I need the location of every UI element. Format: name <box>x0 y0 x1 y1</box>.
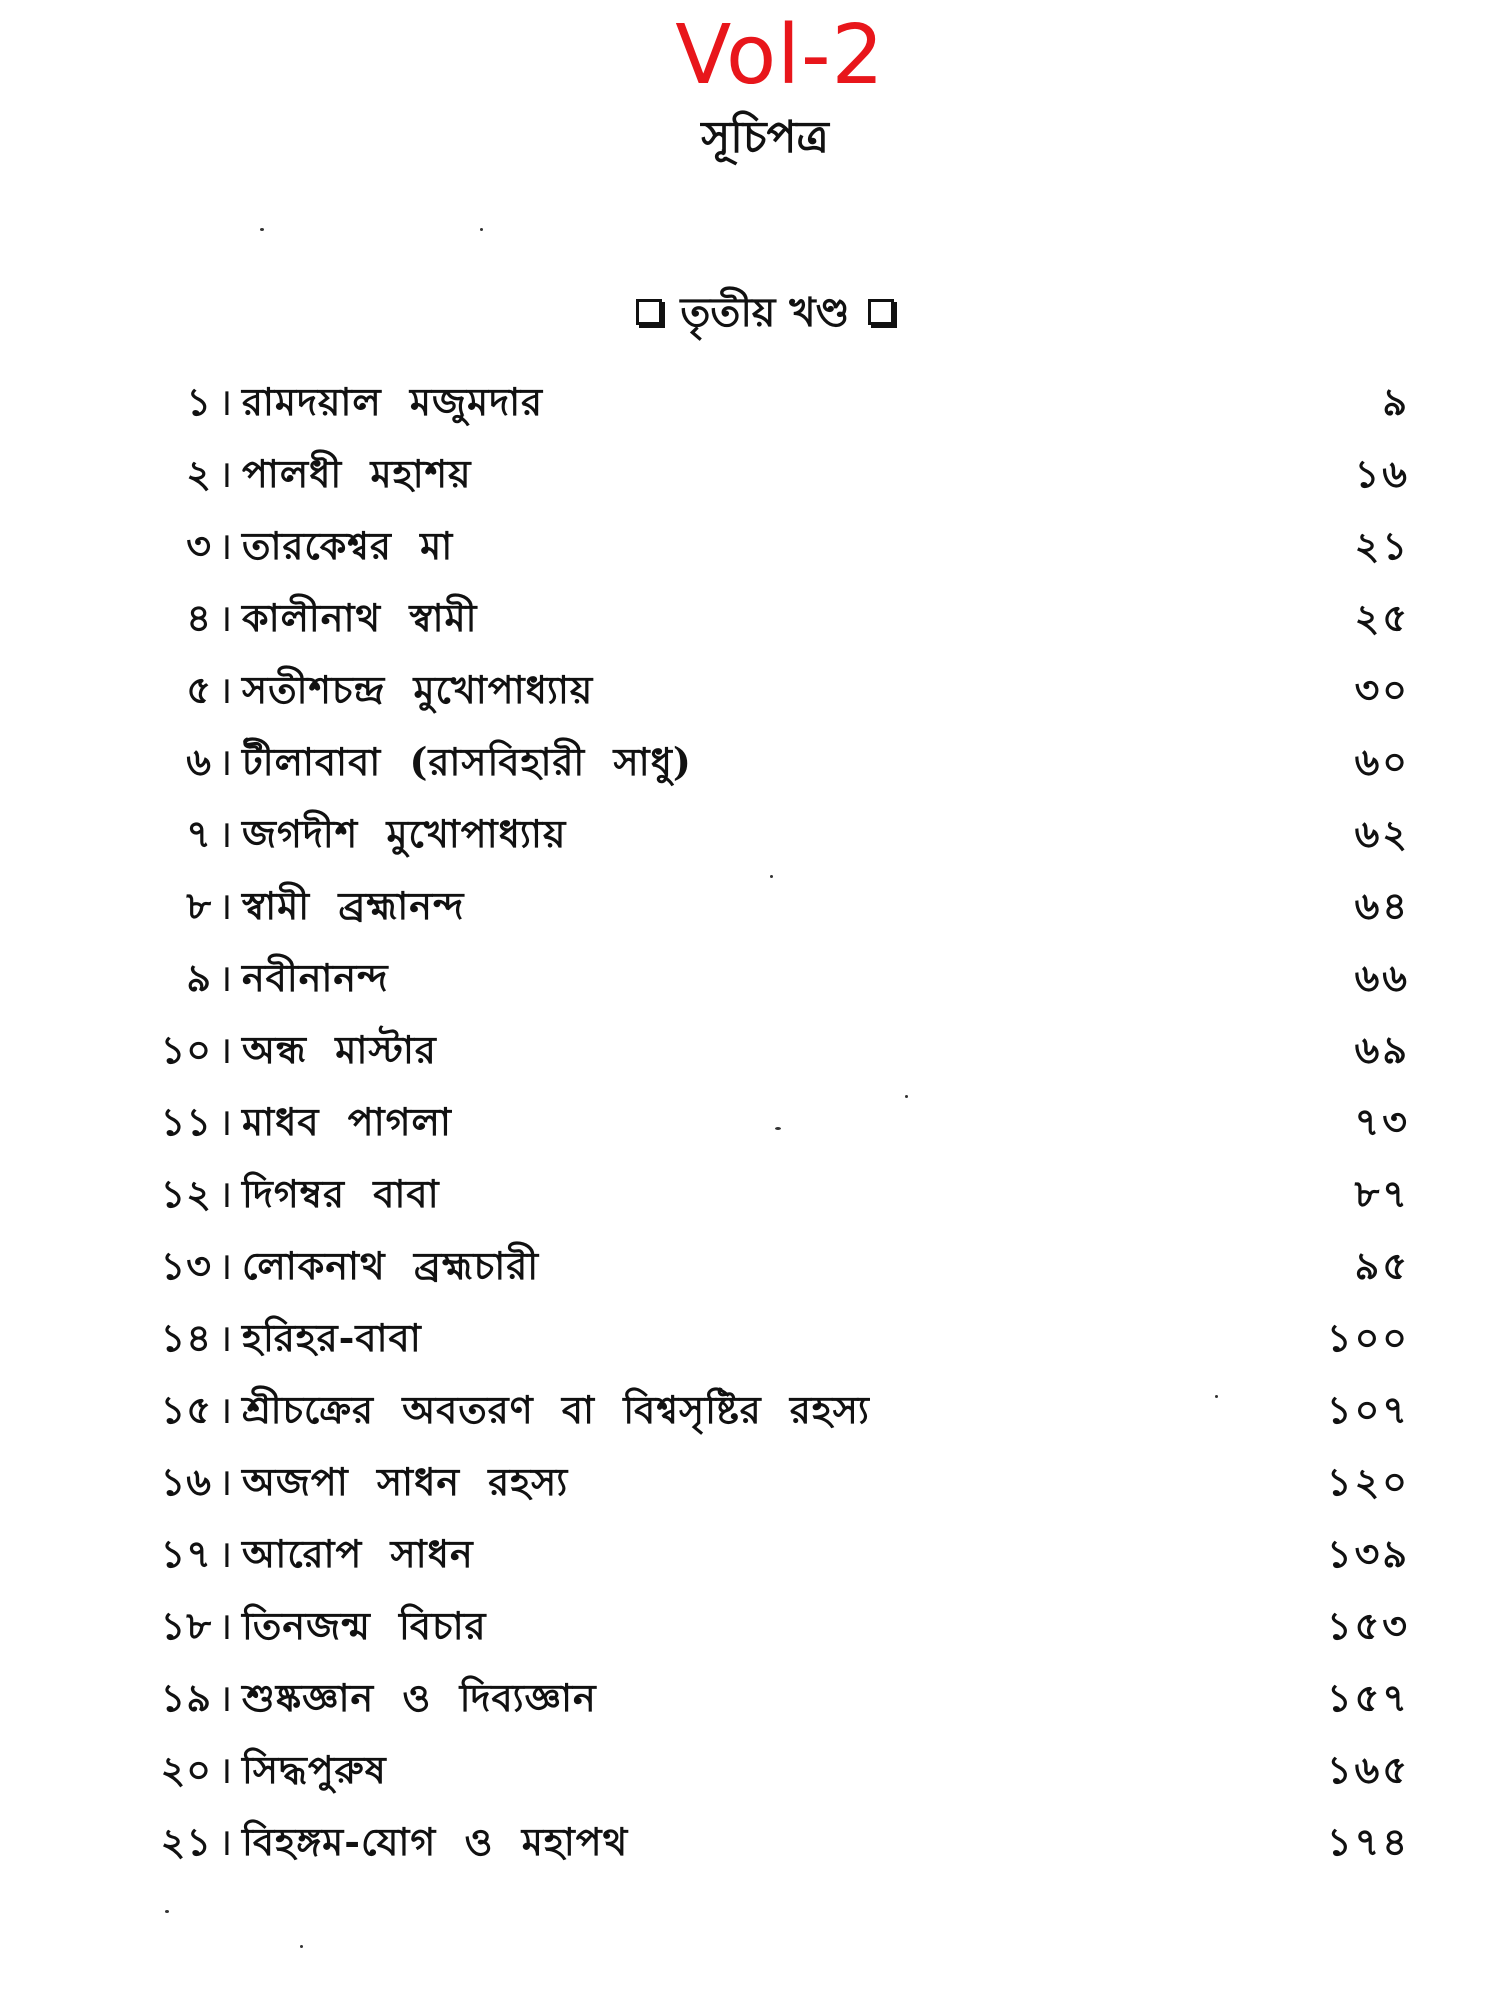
toc-entry-separator: । <box>218 956 234 1000</box>
toc-entry-title: পালধী মহাশয় <box>242 451 472 496</box>
toc-entry <box>60 942 1410 1014</box>
toc-entry-title: সিদ্ধপুরুষ <box>242 1747 387 1792</box>
scan-speck <box>1215 1395 1218 1398</box>
toc-entry-separator: । <box>218 740 234 784</box>
toc-entry-number: ৮ <box>186 883 212 928</box>
toc-entry-page: ৬২ <box>1354 811 1410 856</box>
toc-entry-number: ৬ <box>186 739 212 784</box>
toc-entry <box>60 1518 1410 1590</box>
toc-entry-number: ১৪ <box>160 1315 212 1360</box>
toc-entry-number: ১২ <box>160 1171 212 1216</box>
toc-entry-page: ১০০ <box>1326 1315 1410 1360</box>
toc-entry-separator: । <box>218 596 234 640</box>
toc-entry-number: ৯ <box>186 955 212 1000</box>
toc-entry-title: মাধব পাগলা <box>242 1099 452 1144</box>
toc-entry <box>60 438 1410 510</box>
toc-entry-separator: । <box>218 1316 234 1360</box>
toc-entry <box>60 654 1410 726</box>
toc-entry <box>60 1302 1410 1374</box>
toc-entry-separator: । <box>218 1028 234 1072</box>
toc-entry-number: ১ <box>186 379 212 424</box>
section-heading <box>0 285 1500 341</box>
toc-entry-page: ৬০ <box>1354 739 1410 784</box>
toc-entry <box>60 726 1410 798</box>
toc-entry-title: অন্ধ মাস্টার <box>242 1027 437 1072</box>
toc-entry <box>60 1230 1410 1302</box>
toc-entry-number: ২০ <box>160 1747 212 1792</box>
toc-entry-title: আরোপ সাধন <box>242 1531 474 1576</box>
toc-entry-number: ৫ <box>186 667 212 712</box>
toc-entry <box>60 1014 1410 1086</box>
toc-entry <box>60 1086 1410 1158</box>
volume-label: Vol-2 <box>675 8 885 103</box>
toc-entry-page: ১৬৫ <box>1326 1747 1410 1792</box>
toc-entry-number: ৪ <box>186 595 212 640</box>
toc-entry-title: কালীনাথ স্বামী <box>242 595 478 640</box>
toc-entry-page: ৬৬ <box>1354 955 1410 1000</box>
toc-entry-page: ১২০ <box>1326 1459 1410 1504</box>
toc-entry-number: ১৬ <box>160 1459 212 1504</box>
toc-entry-page: ৩০ <box>1354 667 1410 712</box>
section-title: তৃতীয় খণ্ড <box>680 289 850 336</box>
toc-entry-title: শ্রীচক্রের অবতরণ বা বিশ্বসৃষ্টির রহস্য <box>242 1387 870 1432</box>
toc-entry-page: ৯ <box>1382 379 1410 424</box>
toc-entry-number: ৩ <box>186 523 212 568</box>
toc-entry-separator: । <box>218 1820 234 1864</box>
toc-entry-number: ১৮ <box>160 1603 212 1648</box>
toc-entry-number: ১৭ <box>160 1531 212 1576</box>
toc-entry-separator: । <box>218 1676 234 1720</box>
toc-entry <box>60 798 1410 870</box>
toc-entry-title: লোকনাথ ব্রহ্মচারী <box>242 1243 540 1288</box>
toc-entry-number: ১০ <box>160 1027 212 1072</box>
toc-entry-separator: । <box>218 1100 234 1144</box>
toc-entry-page: ১০৭ <box>1326 1387 1410 1432</box>
toc-entry-separator: । <box>218 812 234 856</box>
toc-entry-page: ১৫৩ <box>1326 1603 1410 1648</box>
toc-entry-number: ১৯ <box>160 1675 212 1720</box>
toc-entry <box>60 1446 1410 1518</box>
toc-entry <box>60 582 1410 654</box>
toc-entry <box>60 366 1410 438</box>
toc-entry-page: ৯৫ <box>1354 1243 1410 1288</box>
scan-speck <box>775 1127 781 1130</box>
toc-entry-page: ১৫৭ <box>1326 1675 1410 1720</box>
toc-entry <box>60 1734 1410 1806</box>
scan-speck <box>480 228 483 231</box>
toc-entry-number: ২ <box>186 451 212 496</box>
toc-entry <box>60 1590 1410 1662</box>
toc-entry-page: ১৩৯ <box>1326 1531 1410 1576</box>
toc-entry-separator: । <box>218 380 234 424</box>
toc-entry-separator: । <box>218 1604 234 1648</box>
toc-entry-number: ৭ <box>186 811 212 856</box>
toc-entry <box>60 1158 1410 1230</box>
toc-entry <box>60 1806 1410 1878</box>
toc-entry <box>60 870 1410 942</box>
toc-entry-separator: । <box>218 1748 234 1792</box>
toc-entry-separator: । <box>218 668 234 712</box>
contents-title: সূচিপত্র <box>701 112 829 163</box>
scan-speck <box>260 228 264 231</box>
toc-entry-title: জগদীশ মুখোপাধ্যায় <box>242 811 567 856</box>
toc-entry <box>60 510 1410 582</box>
toc-entry-title: শুষ্কজ্ঞান ও দিব্যজ্ঞান <box>242 1675 597 1720</box>
toc-entry-page: ২৫ <box>1354 595 1410 640</box>
toc-entry-number: ১৩ <box>160 1243 212 1288</box>
scan-speck <box>165 1910 169 1913</box>
toc-entry-title: সতীশচন্দ্র মুখোপাধ্যায় <box>242 667 594 712</box>
toc-entry-separator: । <box>218 1460 234 1504</box>
toc-entry-title: টীলাবাবা (রাসবিহারী সাধু) <box>242 739 692 784</box>
toc-entry-page: ৭৩ <box>1354 1099 1410 1144</box>
toc-entry-number: ২১ <box>160 1819 212 1864</box>
toc-entry-page: ৬৪ <box>1354 883 1410 928</box>
toc-entry-separator: । <box>218 1172 234 1216</box>
toc-entry <box>60 1662 1410 1734</box>
toc-entry-title: রামদয়াল মজুমদার <box>242 379 544 424</box>
toc-list <box>60 366 1410 1878</box>
toc-entry-title: বিহঙ্গম-যোগ ও মহাপথ <box>242 1819 629 1864</box>
toc-entry-title: তারকেশ্বর মা <box>242 523 454 568</box>
toc-entry-separator: । <box>218 524 234 568</box>
toc-entry-page: ১৭৪ <box>1326 1819 1410 1864</box>
toc-entry-separator: । <box>218 452 234 496</box>
scan-speck <box>300 1945 303 1948</box>
toc-entry-title: হরিহর-বাবা <box>242 1315 422 1360</box>
toc-entry-page: ৮৭ <box>1354 1171 1410 1216</box>
square-box-icon <box>636 299 662 325</box>
toc-entry-separator: । <box>218 884 234 928</box>
toc-entry-title: তিনজন্ম বিচার <box>242 1603 487 1648</box>
scan-speck <box>905 1095 908 1098</box>
toc-entry-separator: । <box>218 1244 234 1288</box>
toc-entry-title: দিগম্বর বাবা <box>242 1171 440 1216</box>
toc-entry-page: ৬৯ <box>1354 1027 1410 1072</box>
toc-entry <box>60 1374 1410 1446</box>
toc-entry-number: ১১ <box>160 1099 212 1144</box>
toc-entry-title: নবীনানন্দ <box>242 955 389 1000</box>
scan-speck <box>770 875 773 878</box>
toc-entry-page: ২১ <box>1354 523 1410 568</box>
toc-entry-separator: । <box>218 1532 234 1576</box>
toc-entry-title: স্বামী ব্রহ্মানন্দ <box>242 883 465 928</box>
toc-entry-number: ১৫ <box>160 1387 212 1432</box>
toc-entry-page: ১৬ <box>1354 451 1410 496</box>
toc-entry-title: অজপা সাধন রহস্য <box>242 1459 569 1504</box>
toc-entry-separator: । <box>218 1388 234 1432</box>
square-box-icon <box>868 299 894 325</box>
